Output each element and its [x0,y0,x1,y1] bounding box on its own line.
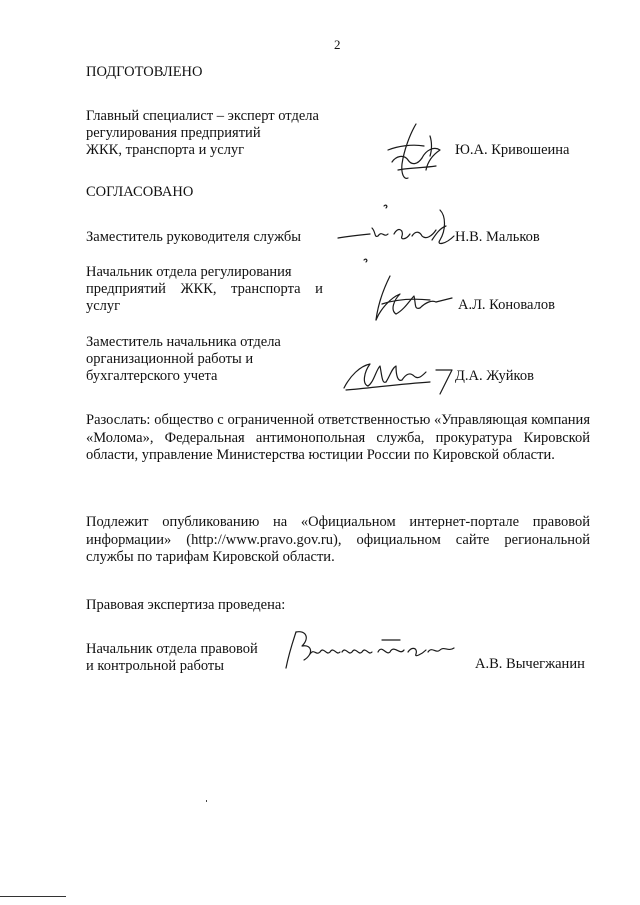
prepared-position-line: ЖКК, транспорта и услуг [86,142,245,158]
prepared-name: Ю.А. Кривошеина [455,142,570,158]
approver-name: А.Л. Коновалов [458,297,555,313]
approver-position-line: предприятий ЖКК, транспорта и [86,281,323,297]
legal-review-position-line: и контрольной работы [86,658,224,674]
legal-review-statement: Правовая экспертиза проведена: [86,597,286,613]
approver-position-line: Начальник отдела регулирования [86,264,292,280]
prepared-position-line: регулирования предприятий [86,125,261,141]
prepared-heading: ПОДГОТОВЛЕНО [86,64,203,80]
approver-position-line: Заместитель начальника отдела [86,334,281,350]
approver-name: Н.В. Мальков [455,229,540,245]
legal-review-name: А.В. Вычегжанин [475,656,585,672]
signature-malkov [336,200,466,270]
distribution-paragraph: Разослать: общество с ограниченной ответственностью «Управляющая компания «Молома», Федеральная антимонопольная служба, прокуратура Кировской области, управление Министерства юстиции России по Кировской области. [86,412,590,463]
approver-position-line: Заместитель руководителя службы [86,229,302,245]
scan-dot [206,800,207,802]
signature-krivosheina [378,120,448,188]
publication-paragraph: Подлежит опубликованию на «Официальном интернет-портале правовой информации» (http://www.pravo.gov.ru), официальном сайте региональной службы по тарифам Кировской области. [86,514,590,565]
approver-position-line: организационной работы и [86,351,254,367]
prepared-position-line: Главный специалист – эксперт отдела [86,108,319,124]
approved-heading: СОГЛАСОВАНО [86,184,194,200]
signature-vychegzhanin [282,624,462,674]
scan-line [0,896,66,897]
signature-konovalov [370,270,454,326]
legal-review-position-line: Начальник отдела правовой [86,641,258,657]
approver-position-line: услуг [86,298,121,314]
approver-position-line: бухгалтерского учета [86,368,218,384]
page-number: 2 [334,37,341,52]
signature-zhuykov [340,354,456,396]
approver-name: Д.А. Жуйков [455,368,534,384]
